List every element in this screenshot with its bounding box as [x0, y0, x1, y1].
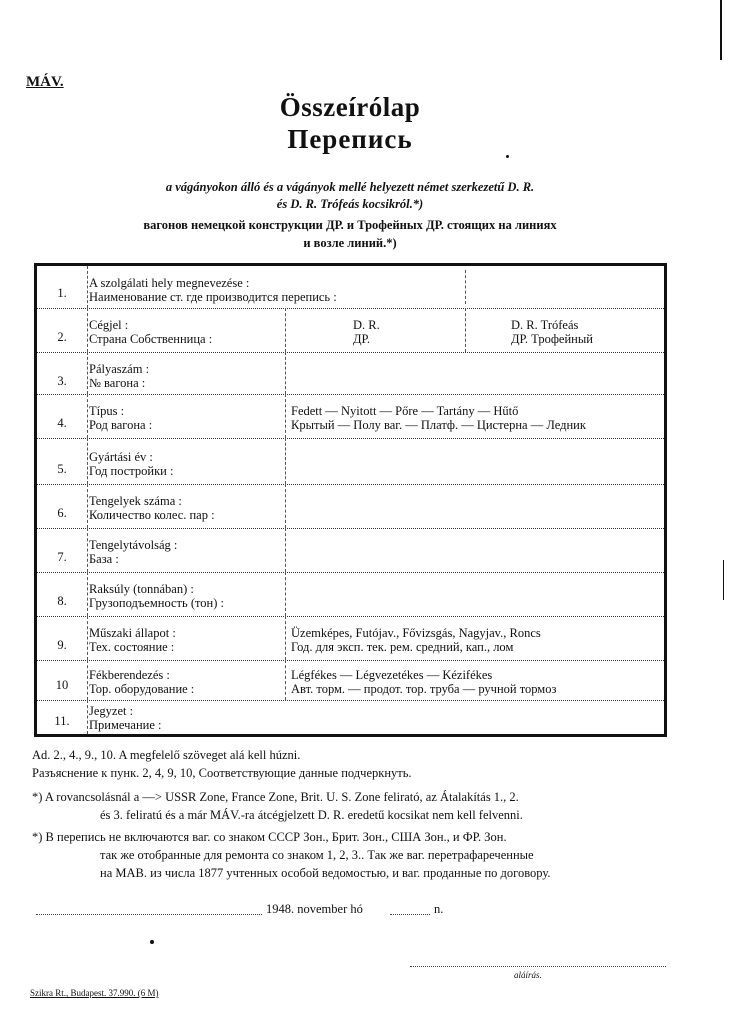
row-label-hu: Típus :: [89, 404, 125, 418]
type-options-ru[interactable]: Крытый — Полу ваг. — Платф. — Цистерна — Ледник: [291, 418, 586, 432]
row-label-ru: Грузоподъемность (тон) :: [89, 596, 224, 610]
row-label-hu: Raksúly (tonnában) :: [89, 582, 194, 596]
row-number: 1.: [57, 286, 67, 300]
org-label: MÁV.: [26, 74, 64, 90]
scan-edge-mark: [720, 0, 722, 60]
row-label-hu: Cégjel :: [89, 318, 129, 332]
form-row-3: [37, 352, 664, 395]
note-ad-hu: Ad. 2., 4., 9., 10. A megfelelő szöveget alá kell húzni.: [32, 748, 301, 762]
subtitle-hu-line2: és D. R. Trófeás kocsikról.*): [276, 197, 424, 211]
form-row-5: [37, 438, 664, 485]
row-number: 10: [55, 678, 69, 692]
condition-options-hu[interactable]: Üzemképes, Futójav., Fővizsgás, Nagyjav., Roncs: [291, 626, 541, 640]
day-blank[interactable]: [390, 914, 430, 915]
form-row-1: [37, 266, 664, 309]
row-number: 11.: [54, 714, 70, 728]
page-title-ru: Перепись: [287, 124, 413, 154]
row-number: 5.: [57, 462, 67, 476]
form-row-11: [37, 700, 664, 734]
row-label-hu: Pályaszám :: [89, 362, 150, 376]
row-number: 4.: [57, 416, 67, 430]
option-dr-trophy-ru[interactable]: ДР. Трофейный: [511, 332, 593, 346]
form-row-10: [37, 660, 664, 701]
note-star-hu-1: *) A rovancsolásnál a —> USSR Zone, France Zone, Brit. U. S. Zone felirató, az Átalakítás 1., 2.: [32, 790, 519, 804]
row-label-ru: № вагона :: [89, 376, 146, 390]
row-number: 3.: [57, 374, 67, 388]
place-blank[interactable]: [36, 914, 262, 915]
condition-options-ru[interactable]: Год. для эксп. тек. рем. средний, кап., лом: [291, 640, 514, 654]
row-label-hu: Fékberendezés :: [89, 668, 170, 682]
row-number: 7.: [57, 550, 67, 564]
row-label-hu: Tengelytávolság :: [89, 538, 178, 552]
option-dr-trophy-hu[interactable]: D. R. Trófeás: [511, 318, 579, 332]
printer-imprint: Szikra Rt., Budapest. 37.990. (6 M): [30, 988, 159, 998]
row-number: 9.: [57, 638, 67, 652]
row-label-ru: Количество колес. пар :: [89, 508, 215, 522]
option-dr-hu[interactable]: D. R.: [353, 318, 380, 332]
subtitle-ru-line2: и возле линий.*): [303, 236, 397, 250]
row-number: 6.: [57, 506, 67, 520]
row-label-ru: База :: [89, 552, 119, 566]
census-form-table: [34, 263, 667, 737]
row-label-hu: Jegyzet :: [89, 704, 134, 718]
row-label-hu: Gyártási év :: [89, 450, 153, 464]
form-row-9: [37, 616, 664, 661]
form-row-7: [37, 528, 664, 573]
form-row-8: [37, 572, 664, 617]
signature-line[interactable]: [410, 966, 666, 967]
ink-speck: [506, 155, 509, 158]
note-star-ru-3: на МАВ. из числа 1877 учтенных особой ведомостью, и ваг. проданные по договору.: [100, 866, 551, 880]
row-label-hu: A szolgálati hely megnevezése :: [89, 276, 250, 290]
row-label-ru: Страна Собственница :: [89, 332, 213, 346]
row-label-ru: Наименование ст. где производится перепись :: [89, 290, 337, 304]
row-label-ru: Примечание :: [89, 718, 162, 732]
signature-label: aláírás.: [514, 970, 542, 980]
row-number: 8.: [57, 594, 67, 608]
brake-options-hu[interactable]: Légfékes — Légvezetékes — Kézifékes: [291, 668, 493, 682]
brake-options-ru[interactable]: Авт. торм. — продот. тор. труба — ручной тормоз: [291, 682, 557, 696]
date-suffix: n.: [434, 902, 444, 916]
row-label-hu: Műszaki állapot :: [89, 626, 176, 640]
form-row-4: [37, 394, 664, 439]
row-number: 2.: [57, 330, 67, 344]
note-star-ru-1: *) В перепись не включаются ваг. со знаком СССР Зон., Брит. Зон., США Зон., и ФР. Зон.: [32, 830, 507, 844]
row-label-ru: Тор. оборудование :: [89, 682, 195, 696]
note-star-hu-2: és 3. feliratú és a már MÁV.-ra átcégjelzett D. R. eredetű kocsikat nem kell felvenni.: [100, 808, 523, 822]
page-title-hu: Összeírólap: [279, 92, 421, 122]
date-label: 1948. november hó: [266, 902, 363, 916]
form-row-6: [37, 484, 664, 529]
ink-speck: [150, 940, 154, 944]
note-star-ru-2: так же отобранные для ремонта со знаком 1, 2, 3.. Так же ваг. перетрафареченные: [100, 848, 534, 862]
row-label-ru: Род вагона :: [89, 418, 153, 432]
subtitle-hu-line1: a vágányokon álló és a vágányok mellé helyezett német szerkezetű D. R.: [165, 180, 535, 194]
row-label-ru: Год постройки :: [89, 464, 174, 478]
form-row-2: [37, 308, 664, 353]
option-dr-ru[interactable]: ДР.: [353, 332, 371, 346]
row-label-hu: Tengelyek száma :: [89, 494, 182, 508]
note-ad-ru: Разъяснение к пунк. 2, 4, 9, 10, Соответствующие данные подчеркнуть.: [32, 766, 412, 780]
scan-edge-mark: [723, 560, 724, 600]
row-label-ru: Тех. состояние :: [89, 640, 175, 654]
subtitle-ru-line1: вагонов немецкой конструкции ДР. и Трофейных ДР. стоящих на линиях: [143, 218, 557, 232]
type-options-hu[interactable]: Fedett — Nyitott — Pőre — Tartány — Hűtő: [291, 404, 519, 418]
